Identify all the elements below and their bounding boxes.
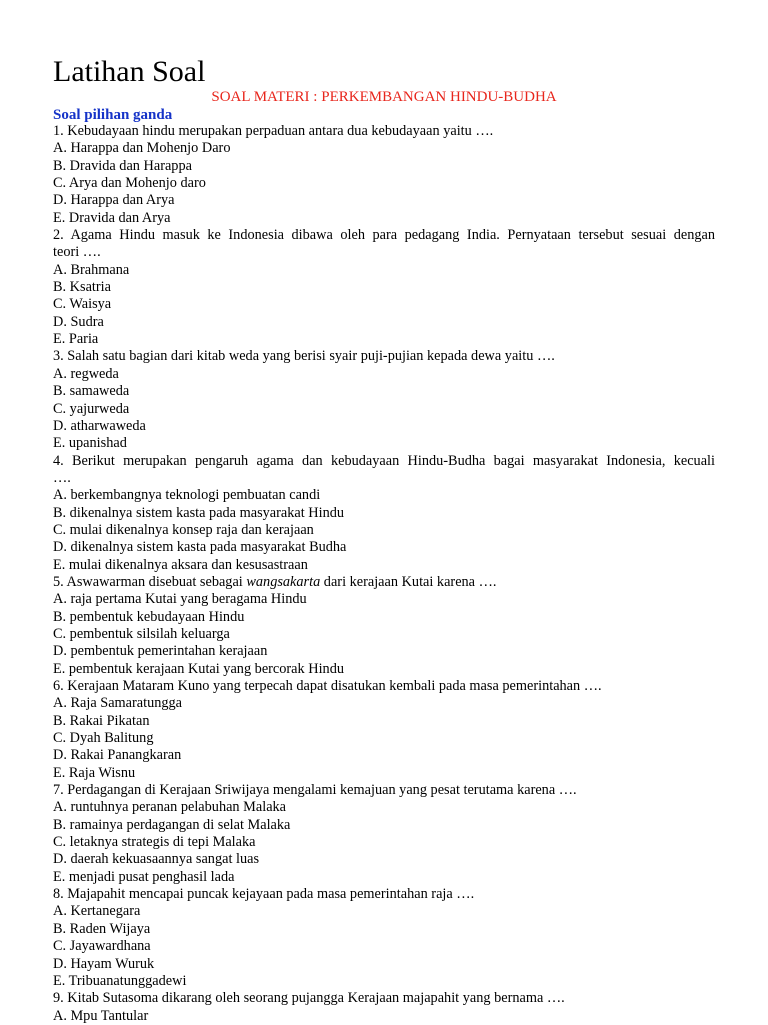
answer-option: E. Raja Wisnu bbox=[53, 764, 136, 781]
question-text-continued: teori …. bbox=[53, 244, 101, 261]
answer-option: C. Dyah Balitung bbox=[53, 730, 154, 747]
answer-option: B. Raden Wijaya bbox=[53, 920, 151, 937]
question-6 bbox=[53, 678, 715, 782]
answer-option: C. Arya dan Mohenjo daro bbox=[53, 175, 206, 192]
answer-option: D. daerah kekuasaannya sangat luas bbox=[53, 851, 260, 868]
answer-option: A. Brahmana bbox=[53, 261, 130, 278]
answer-option: B. dikenalnya sistem kasta pada masyarakat Hindu bbox=[53, 504, 345, 521]
question-1 bbox=[53, 123, 715, 227]
answer-option: B. Ksatria bbox=[53, 279, 111, 296]
answer-option: A. berkembangnya teknologi pembuatan candi bbox=[53, 487, 321, 504]
question-list bbox=[53, 123, 715, 1025]
answer-option: E. pembentuk kerajaan Kutai yang bercorak Hindu bbox=[53, 660, 344, 677]
answer-option: B. ramainya perdagangan di selat Malaka bbox=[53, 816, 291, 833]
answer-option: B. pembentuk kebudayaan Hindu bbox=[53, 608, 245, 625]
answer-option: E. menjadi pusat penghasil lada bbox=[53, 868, 235, 885]
answer-option: D. dikenalnya sistem kasta pada masyarakat Budha bbox=[53, 539, 347, 556]
answer-option: C. pembentuk silsilah keluarga bbox=[53, 625, 230, 642]
answer-option: A. Mpu Tantular bbox=[53, 1007, 149, 1024]
question-text: 7. Perdagangan di Kerajaan Sriwijaya mengalami kemajuan yang pesat terutama karena …. bbox=[53, 782, 577, 799]
answer-option: E. upanishad bbox=[53, 435, 127, 452]
question-text: 8. Majapahit mencapai puncak kejayaan pada masa pemerintahan raja …. bbox=[53, 886, 475, 903]
document-subtitle: SOAL MATERI : PERKEMBANGAN HINDU-BUDHA bbox=[211, 89, 557, 105]
question-text: 6. Kerajaan Mataram Kuno yang terpecah dapat disatukan kembali pada masa pemerintahan …. bbox=[53, 678, 602, 694]
section-heading: Soal pilihan ganda bbox=[53, 107, 173, 123]
question-text: 1. Kebudayaan hindu merupakan perpaduan antara dua kebudayaan yaitu …. bbox=[53, 123, 494, 139]
answer-option: D. atharwaweda bbox=[53, 417, 146, 434]
answer-option: E. mulai dikenalnya aksara dan kesusastraan bbox=[53, 556, 308, 573]
answer-option: B. Dravida dan Harappa bbox=[53, 157, 192, 174]
question-2 bbox=[53, 227, 715, 348]
answer-option: D. Hayam Wuruk bbox=[53, 955, 155, 972]
question-3 bbox=[53, 348, 715, 452]
answer-option: E. Paria bbox=[53, 331, 99, 348]
question-9 bbox=[53, 990, 715, 1025]
answer-option: C. Waisya bbox=[53, 296, 112, 313]
answer-option: A. Raja Samaratungga bbox=[53, 695, 183, 712]
question-4 bbox=[53, 453, 715, 574]
answer-option: E. Dravida dan Arya bbox=[53, 209, 171, 226]
question-text-continued: …. bbox=[53, 469, 71, 486]
answer-option: B. Rakai Pikatan bbox=[53, 712, 150, 729]
question-8 bbox=[53, 886, 715, 990]
answer-option: D. Rakai Panangkaran bbox=[53, 747, 182, 764]
answer-option: C. letaknya strategis di tepi Malaka bbox=[53, 834, 256, 851]
answer-option: A. runtuhnya peranan pelabuhan Malaka bbox=[53, 799, 287, 816]
question-text: 4. Berikut merupakan pengaruh agama dan kebudayaan Hindu-Budha bagai masyarakat Indonesia, kecuali bbox=[53, 452, 715, 469]
page-title: Latihan Soal bbox=[53, 55, 206, 88]
answer-option: D. pembentuk pemerintahan kerajaan bbox=[53, 643, 268, 660]
answer-option: A. Harappa dan Mohenjo Daro bbox=[53, 140, 231, 157]
question-text: 9. Kitab Sutasoma dikarang oleh seorang pujangga Kerajaan majapahit yang bernama …. bbox=[53, 990, 565, 1007]
question-text: 2. Agama Hindu masuk ke Indonesia dibawa oleh para pedagang India. Pernyataan tersebut sesuai dengan bbox=[53, 227, 715, 244]
answer-option: B. samaweda bbox=[53, 383, 130, 400]
question-text-emphasis: wangsakarta bbox=[246, 573, 321, 590]
question-text: 3. Salah satu bagian dari kitab weda yang berisi syair puji-pujian kepada dewa yaitu …. bbox=[53, 348, 555, 365]
answer-option: D. Harappa dan Arya bbox=[53, 192, 175, 209]
answer-option: A. raja pertama Kutai yang beragama Hindu bbox=[53, 591, 307, 608]
answer-option: C. yajurweda bbox=[53, 400, 130, 417]
answer-option: E. Tribuanatunggadewi bbox=[53, 972, 187, 989]
answer-option: A. regweda bbox=[53, 365, 119, 382]
question-text-part: dari kerajaan Kutai karena …. bbox=[320, 573, 497, 590]
question-text bbox=[53, 574, 715, 591]
question-7 bbox=[53, 782, 715, 886]
question-5 bbox=[53, 574, 715, 678]
answer-option: A. Kertanegara bbox=[53, 903, 141, 920]
answer-option: C. Jayawardhana bbox=[53, 938, 151, 955]
answer-option: D. Sudra bbox=[53, 313, 104, 330]
question-text-part: 5. Aswawarman disebuat sebagai bbox=[53, 573, 247, 590]
answer-option: C. mulai dikenalnya konsep raja dan kerajaan bbox=[53, 521, 314, 538]
